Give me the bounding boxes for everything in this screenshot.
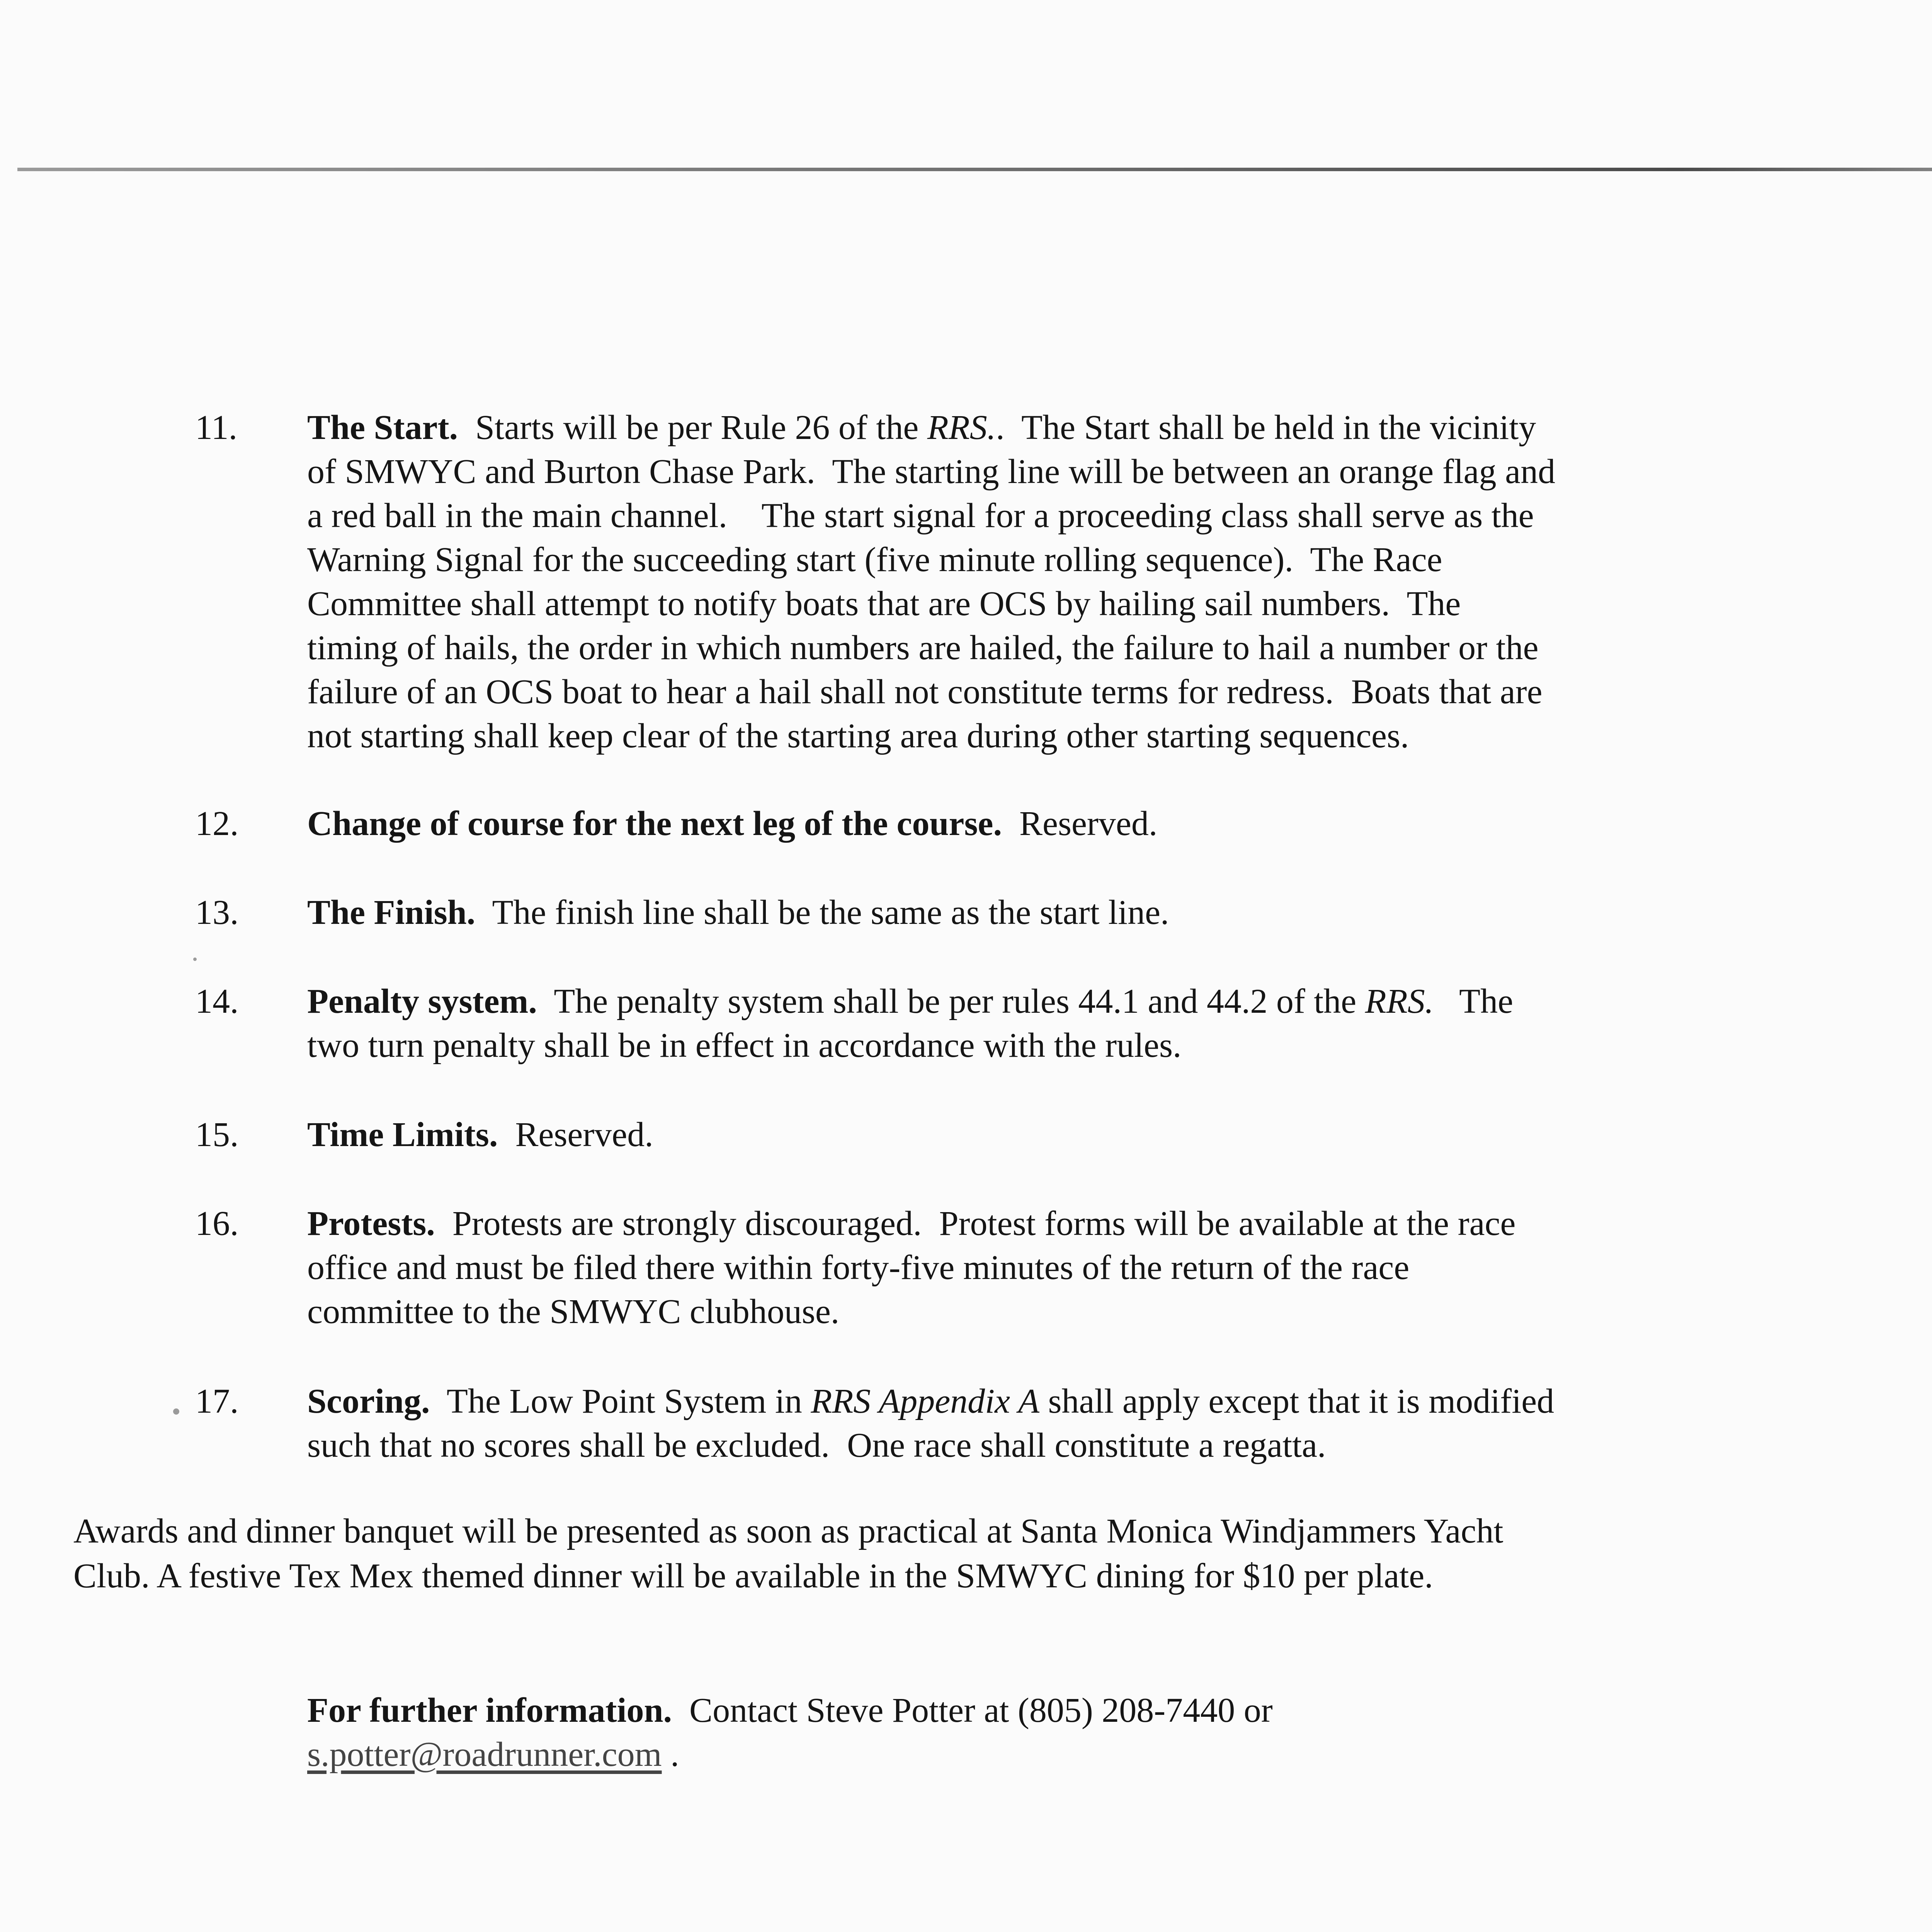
section-line (307, 450, 1741, 494)
section-line (307, 538, 1741, 582)
section-line (307, 891, 1741, 935)
section-text: The Low Point System in (430, 1382, 811, 1420)
section-text: Protests are strongly discouraged. Protest forms will be available at the race (435, 1204, 1516, 1243)
section-number: 17. (195, 1382, 239, 1420)
section-text: office and must be filed there within forty-five minutes of the return of the race (307, 1248, 1410, 1287)
section-heading: The Finish. (307, 893, 476, 932)
top-rule (17, 168, 1932, 171)
contact-text: Contact Steve Potter at (805) 208-7440 or (672, 1691, 1273, 1730)
emphasis-text: RRS. (927, 408, 996, 447)
section-body (307, 802, 1741, 846)
section-text: a red ball in the main channel. The start signal for a proceeding class shall serve as the (307, 497, 1534, 535)
section-line (307, 626, 1741, 670)
section-line (307, 1379, 1741, 1423)
section-body (307, 1202, 1741, 1334)
section-text: shall apply except that it is modified (1039, 1382, 1554, 1420)
section-line (307, 1290, 1741, 1334)
section-text: two turn penalty shall be in effect in accordance with the rules. (307, 1026, 1182, 1065)
section-line (307, 494, 1741, 538)
emphasis-text: RRS Appendix A (811, 1382, 1039, 1420)
section-line (307, 670, 1741, 714)
section-text: Warning Signal for the succeeding start (five minute rolling sequence). The Race (307, 541, 1442, 579)
section-text: not starting shall keep clear of the starting area during other starting sequences. (307, 717, 1409, 755)
scan-speck (173, 1408, 179, 1415)
section-body (307, 1379, 1741, 1468)
section-heading: Protests. (307, 1204, 435, 1243)
section-number: 15. (195, 1116, 239, 1154)
section-number: 11. (195, 408, 238, 447)
contact-line (307, 1689, 1698, 1733)
section-line (307, 980, 1741, 1024)
section-line (307, 714, 1741, 758)
section-heading: Scoring. (307, 1382, 430, 1420)
section-number: 13. (195, 893, 239, 932)
section-heading: Penalty system. (307, 982, 537, 1020)
section-body (307, 406, 1741, 758)
section-line (307, 582, 1741, 626)
section-text: of SMWYC and Burton Chase Park. The starting line will be between an orange flag and (307, 452, 1556, 491)
section-body (307, 891, 1741, 935)
email-trailing: . (662, 1735, 679, 1774)
section-text: The finish line shall be the same as the start line. (475, 893, 1169, 932)
section-text: Committee shall attempt to notify boats that are OCS by hailing sail numbers. The (307, 585, 1461, 623)
section-line (307, 1246, 1741, 1290)
section-number: 16. (195, 1204, 239, 1243)
section-line (307, 1024, 1741, 1068)
section-text: Reserved. (1002, 804, 1158, 843)
contact-heading: For further information. (307, 1691, 672, 1730)
section-body (307, 980, 1741, 1068)
section-line (307, 1202, 1741, 1246)
section-body (307, 1113, 1741, 1157)
section-number: 12. (195, 804, 239, 843)
section-text: The penalty system shall be per rules 44.1 and 44.2 of the (537, 982, 1365, 1020)
section-text: committee to the SMWYC clubhouse. (307, 1293, 840, 1331)
section-text: Reserved. (498, 1116, 653, 1154)
section-heading: Time Limits. (307, 1116, 498, 1154)
section-text: failure of an OCS boat to hear a hail shall not constitute terms for redress. Boats that are (307, 673, 1543, 711)
awards-line: Club. A festive Tex Mex themed dinner will be available in the SMWYC dining for $10 per plate. (73, 1557, 1433, 1595)
section-line (307, 1113, 1741, 1157)
awards-line: Awards and dinner banquet will be presented as soon as practical at Santa Monica Windjammers Yacht (73, 1512, 1503, 1550)
section-number: 14. (195, 982, 239, 1020)
section-line (307, 1423, 1741, 1468)
awards-paragraph (73, 1509, 1889, 1599)
section-line (307, 406, 1741, 450)
section-text: timing of hails, the order in which numbers are hailed, the failure to hail a number or the (307, 629, 1539, 667)
emphasis-text: RRS. (1365, 982, 1434, 1020)
section-heading: The Start. (307, 408, 458, 447)
section-text: Starts will be per Rule 26 of the (457, 408, 927, 447)
section-text: The (1434, 982, 1514, 1020)
contact-info (307, 1689, 1698, 1777)
email-link[interactable]: s.potter@roadrunner.com (307, 1735, 662, 1774)
scan-speck (193, 957, 197, 961)
section-text: . The Start shall be held in the vicinity (996, 408, 1536, 447)
section-text: such that no scores shall be excluded. One race shall constitute a regatta. (307, 1426, 1326, 1464)
contact-line (307, 1733, 1698, 1777)
section-heading: Change of course for the next leg of the course. (307, 804, 1002, 843)
section-line (307, 802, 1741, 846)
